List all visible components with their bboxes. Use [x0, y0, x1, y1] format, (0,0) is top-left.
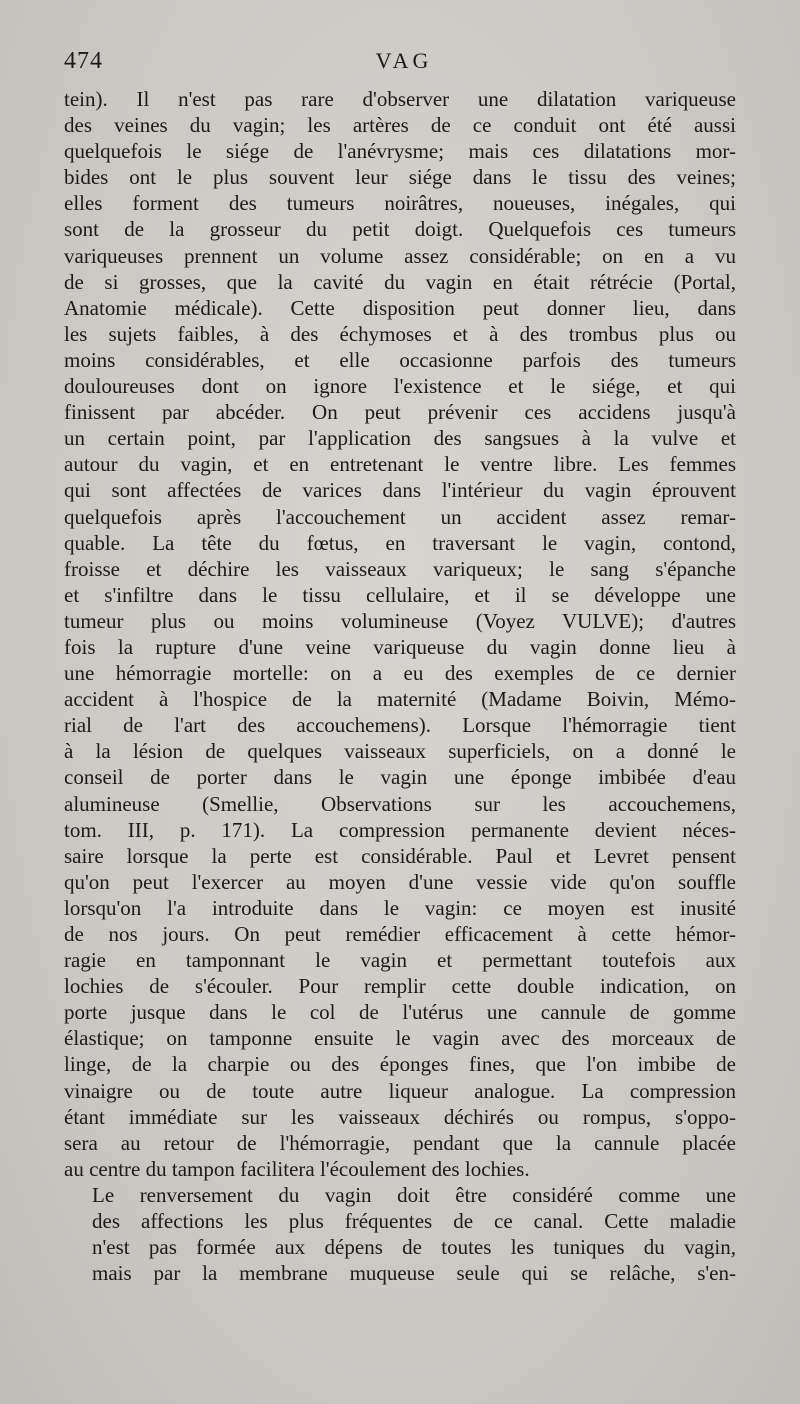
text-line: porte jusque dans le col de l'utérus une cannule de gomme [64, 1000, 736, 1025]
paragraph [64, 86, 736, 1182]
text-line: quelquefois le siége de l'anévrysme; mais ces dilatations mor- [64, 139, 736, 164]
text-line: Le renversement du vagin doit être considéré comme une [92, 1182, 736, 1207]
text-line: n'est pas formée aux dépens de toutes les tuniques du vagin, [92, 1235, 736, 1260]
text-line: finissent par abcéder. On peut prévenir ces accidens jusqu'à [64, 400, 736, 425]
text-line: lorsqu'on l'a introduite dans le vagin: ce moyen est inusité [64, 895, 736, 920]
text-line: des affections les plus fréquentes de ce canal. Cette maladie [92, 1209, 736, 1234]
text-line: accident à l'hospice de la maternité (Madame Boivin, Mémo- [64, 687, 736, 712]
text-line: de si grosses, que la cavité du vagin en était rétrécie (Portal, [64, 269, 736, 294]
text-line: les sujets faibles, à des échymoses et à des trombus plus ou [64, 321, 736, 346]
text-line: tumeur plus ou moins volumineuse (Voyez VULVE); d'autres [64, 608, 736, 633]
text-line: tom. III, p. 171). La compression permanente devient néces- [64, 817, 736, 842]
text-line: sont de la grosseur du petit doigt. Quelquefois ces tumeurs [64, 217, 736, 242]
running-head: VAG [375, 48, 433, 73]
text-line: tein). Il n'est pas rare d'observer une dilatation variqueuse [64, 87, 736, 111]
text-line: et s'infiltre dans le tissu cellulaire, et il se développe une [64, 582, 736, 607]
text-line: Anatomie médicale). Cette disposition peut donner lieu, dans [64, 295, 736, 320]
text-line: qu'on peut l'exercer au moyen d'une vessie vide qu'on souffle [64, 869, 736, 894]
text-line: moins considérables, et elle occasionne parfois des tumeurs [64, 347, 736, 372]
page-header [64, 48, 744, 82]
text-line: vinaigre ou de toute autre liqueur analogue. La compression [64, 1078, 736, 1103]
text-line: ragie en tamponnant le vagin et permettant toutefois aux [64, 948, 736, 973]
text-line: douloureuses dont on ignore l'existence et le siége, et qui [64, 374, 736, 399]
text-line: saire lorsque la perte est considérable. Paul et Levret pensent [64, 843, 736, 868]
text-line: froisse et déchire les vaisseaux variqueux; le sang s'épanche [64, 556, 736, 581]
text-line: à la lésion de quelques vaisseaux superficiels, on a donné le [64, 739, 736, 764]
page-number: 474 [64, 48, 103, 74]
text-line: rial de l'art des accouchemens). Lorsque l'hémorragie tient [64, 713, 736, 738]
text-line: un certain point, par l'application des sangsues à la vulve et [64, 426, 736, 451]
text-line: lochies de s'écouler. Pour remplir cette double indication, on [64, 974, 736, 999]
text-line: linge, de la charpie ou des éponges fines, que l'on imbibe de [64, 1052, 736, 1077]
text-line: étant immédiate sur les vaisseaux déchirés ou rompus, s'oppo- [64, 1104, 736, 1129]
text-line: fois la rupture d'une veine variqueuse du vagin donne lieu à [64, 634, 736, 659]
text-line: variqueuses prennent un volume assez considérable; on en a vu [64, 243, 736, 268]
text-line: quable. La tête du fœtus, en traversant le vagin, contond, [64, 530, 736, 555]
text-line: mais par la membrane muqueuse seule qui se relâche, s'en- [92, 1261, 736, 1286]
text-line: autour du vagin, et en entretenant le ventre libre. Les femmes [64, 452, 736, 477]
text-line: alumineuse (Smellie, Observations sur les accouchemens, [64, 791, 736, 816]
text-line: bides ont le plus souvent leur siége dans le tissu des veines; [64, 165, 736, 190]
text-line: conseil de porter dans le vagin une éponge imbibée d'eau [64, 765, 736, 790]
text-line: des veines du vagin; les artères de ce conduit ont été aussi [64, 113, 736, 138]
text-line: qui sont affectées de varices dans l'intérieur du vagin éprouvent [64, 478, 736, 503]
paragraph [64, 1182, 736, 1286]
text-line: de nos jours. On peut remédier efficacement à cette hémor- [64, 922, 736, 946]
text-line: une hémorragie mortelle: on a eu des exemples de ce dernier [64, 661, 736, 686]
text-line: quelquefois après l'accouchement un accident assez remar- [64, 504, 736, 529]
text-line: elles forment des tumeurs noirâtres, noueuses, inégales, qui [64, 191, 736, 216]
text-line: sera au retour de l'hémorragie, pendant que la cannule placée [64, 1130, 736, 1155]
text-line: élastique; on tamponne ensuite le vagin avec des morceaux de [64, 1026, 736, 1051]
text-line: au centre du tampon facilitera l'écoulement des lochies. [64, 1156, 530, 1181]
body-text [64, 86, 736, 1286]
